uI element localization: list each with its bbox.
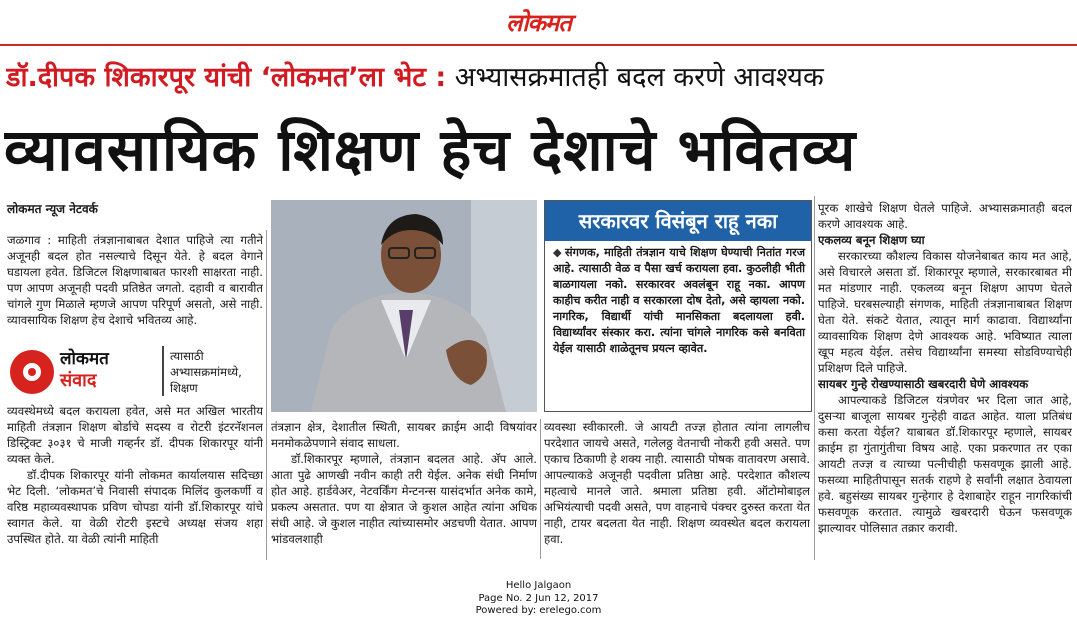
headline: व्यावसायिक शिक्षण हेच देशाचे भवितव्य [4, 116, 857, 184]
kicker-red: डॉ.दीपक शिकारपूर यांची ‘लोकमत’ला भेट : [6, 62, 447, 93]
col4-text-2: आपल्याकडे डिजिटल यंत्रणेवर भर दिला जात आहे, दुसऱ्या बाजूला सायबर गुन्हेही वाढत आहेत. याला प्रतिबंध कसा करता येईल? याबाबत डॉ.शिकारपूर म्हणाले, सायबर क्राईम हा गुंतागुंतीचा विषय आहे. एका प्रकरणात तर एका आयटी तज्ज्ञ व त्याच्या पत्नीचीही फसवणूक झाली आहे. फसव्या माहितीपासून सतर्क राहणे हे सर्वांनी लक्षात ठेवायला हवे. बहुसंख्य सायबर गुन्हेगार हे देशाबाहेर राहून नागरिकांची फसवणूक करतात. त्यामुळे खबरदारी घेऊन फसवणूक झाल्यावर पोलिसात तक्रार करावी. [818, 393, 1072, 535]
col3 [544, 419, 810, 563]
masthead-logo: लोकमत [506, 9, 571, 37]
column-rule-3 [814, 196, 815, 560]
sidebar-box [544, 200, 812, 412]
col4-subhead-2: सायबर गुन्हे रोखण्यासाठी खबरदारी घेणे आवश्यक [818, 377, 1029, 391]
col2 [271, 419, 537, 563]
masthead [0, 0, 1077, 44]
col4-subhead-1: एकलव्य बनून शिक्षण घ्या [818, 233, 925, 247]
col4-text-1: सरकारच्या कौशल्य विकास योजनेबाबत काय मत आहे, असे विचारले असता डॉ. शिकारपूर म्हणाले, सरकारबाबत मी मत मांडणार नाही. एकलव्य बनून शिक्षण आपण घेतले पाहिजे. घरबसल्याही संगणक, माहिती तंत्रज्ञानाबाबत शिक्षण घेता येते. संकटे येतात, त्यातून मार्ग काढावा. विद्यार्थ्यांना व्यावसायिक शिक्षण देणे आवश्यक आहे. भविष्यात त्याला खूप महत्व येईल. तसेच विद्यार्थ्यांना समस्या सोडविण्याचेही प्रशिक्षण दिले पाहिजे. [818, 249, 1072, 375]
footer-page-date: Page No. 2 Jun 12, 2017 [478, 592, 599, 604]
lokmat-samvad-name: लोकमत [60, 349, 109, 369]
top-rule [0, 44, 1077, 46]
col1-top [7, 232, 263, 342]
sidebar-body-text: संगणक, माहिती तंत्रज्ञान याचे शिक्षण घेण्याची नितांत गरज आहे. त्यासाठी वेळ व पैसा खर्च करायला हवा. कुठलीही भीती बाळगायला नको. सरकारवर अवलंबून राहू नका. आपण काहीच करीत नाही व सरकारला दोष देतो, असे व्हायला नको. नागरिक, विद्यार्थी यांची मानसिकता बदलायला हवी. विद्यार्थ्यांवर संस्कार करा. त्यांना चांगले नागरिक कसे बनविता येईल यासाठी शाळेतूनच प्रयत्न व्हावेत. [553, 246, 805, 355]
col1-bottom-text-1: व्यवस्थेमध्ये बदल करायला हवेत, असे मत अखिल भारतीय माहिती तंत्रज्ञान शिक्षण बोर्डाचे सदस्य व रोटरी इंटरनॅशनल डिस्ट्रिक्ट ३०३१ चे माजी गव्हर्नर डॉ. दीपक शिकारपूर यांनी व्यक्त केले. [7, 404, 263, 466]
sidebar-body [553, 245, 805, 357]
col2-text-2: डॉ.शिकारपूर म्हणाले, तंत्रज्ञान बदलत आहे. अ‍ॅप आले. आता पुढे आणखी नवीन काही तरी येईल. अनेक संधी निर्माण होत आहे. हार्डवेअर, नेटवर्किंग मेन्टनन्स यासंदर्भात अनेक कामे, प्रकल्प असतात. पण या क्षेत्रात जे कुशल आहेत त्यांना अधिक संधी आहे. जे कुशल नाहीत त्यांच्यासमोर अडचणी येतात. आपण भांडवलशाही [271, 452, 537, 546]
byline: लोकमत न्यूज नेटवर्क [7, 202, 98, 216]
portrait-illustration [271, 200, 537, 412]
diamond-bullet-icon: ◆ [553, 246, 563, 259]
col3-text: व्यवस्था स्वीकारली. जे आयटी तज्ज्ञ होतात त्यांना लागलीच परदेशात जायचे असते, गलेलठ्ठ वेतनाची नोकरी हवी असते. पण एकाच ठिकाणी हे शक्य नाही. त्यासाठी पोषक वातावरण असावे. आपल्याकडे अजूनही पदवीला प्रतिष्ठा आहे. परदेशात कौशल्य महत्वाचे मानले जाते. श्रमाला प्रतिष्ठा हवी. ऑटोमोबाइल अभियंत्याची पदवी असते, पण वाहनाचे पंक्चर दुरुस्त करता येत नाही, टायर बदलता येत नाही. शिक्षण व्यवस्थेत बदल करायला हवा. [544, 420, 810, 546]
sidebar-title: सरकारवर विसंबून राहू नका [545, 201, 811, 241]
footer-powered-by[interactable]: Powered by: erelego.com [475, 605, 602, 616]
col4 [818, 200, 1072, 563]
kicker-black: अभ्यासक्रमातही बदल करणे आवश्यक [446, 62, 824, 93]
portrait-photo [271, 200, 537, 412]
col1-side-text: त्यासाठी अभ्यासक्रमांमध्ये, शिक्षण [170, 349, 242, 395]
col1-top-text: जळगाव : माहिती तंत्रज्ञानाबाबत देशात पाहिजे त्या गतीने अजूनही बदल होत नसल्याचे दिसून येते. हे बदल वेगाने घडायला हवेत. डिजिटल शिक्षणाबाबत फारशी साक्षरता नाही. पण आपण अजूनही पदवी प्रतिष्ठेत जगतो. दहावी व बारावीत चांगले गुण मिळाले म्हणजे आपण परिपूर्ण असतो, असे नाही. व्यावसायिक शिक्षण हेच देशाचे भवितव्य आहे. [7, 233, 263, 327]
col2-text-1: तंत्रज्ञान क्षेत्र, देशातील स्थिती, सायबर क्राईम आदी विषयांवर मनमोकळेपणाने संवाद साधला. [271, 420, 537, 450]
column-rule-1 [266, 230, 267, 560]
footer [0, 580, 1077, 618]
kicker [6, 56, 1074, 100]
lokmat-samvad-logo [6, 342, 156, 398]
lokmat-circle-icon [10, 350, 54, 394]
col4-text-0: पूरक शाखेचे शिक्षण घेतले पाहिजे. अभ्यासक्रमातही बदल करणे आवश्यक आहे. [818, 201, 1072, 231]
footer-edition: Hello Jalgaon [505, 580, 572, 591]
col1-side [170, 348, 264, 398]
samvad-divider [162, 346, 164, 396]
column-rule-2 [540, 419, 541, 559]
lokmat-samvad-sub: संवाद [60, 370, 97, 391]
col1-bottom-text-2: डॉ.दीपक शिकारपूर यांनी लोकमत कार्यालयास सदिच्छा भेट दिली. ‘लोकमत’चे निवासी संपादक मिलिंद कुलकर्णी व वरिष्ठ महाव्यवस्थापक प्रविण चोपडा यांनी डॉ.शिकारपूर यांचे स्वागत केले. या वेळी रोटरी इस्टचे अध्यक्ष संजय शहा उपस्थित होते. या वेळी त्यांनी माहिती [7, 468, 263, 546]
col1-bottom [7, 403, 263, 563]
